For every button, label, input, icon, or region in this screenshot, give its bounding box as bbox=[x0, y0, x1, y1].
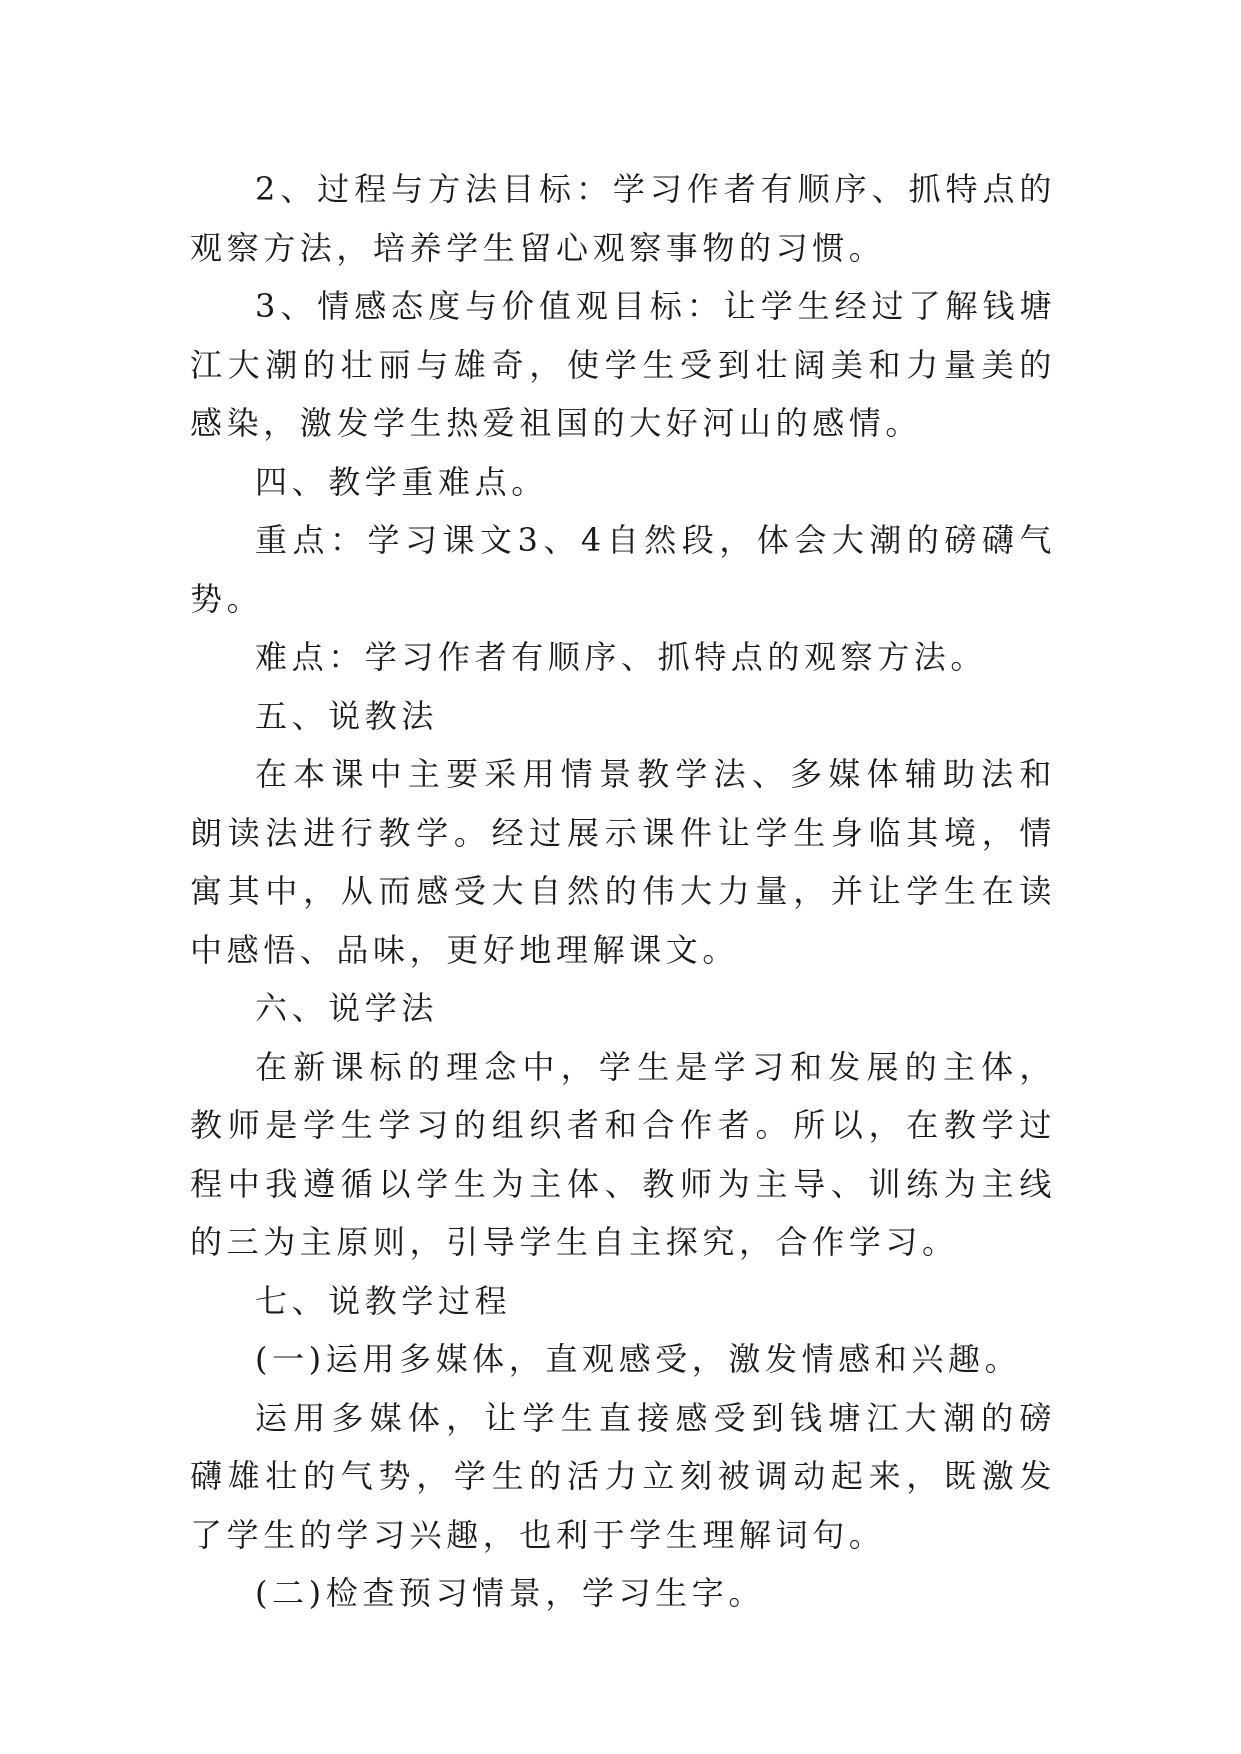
document-page bbox=[190, 160, 1056, 1623]
subheading-multimedia: (一)运用多媒体，直观感受，激发情感和兴趣。 bbox=[255, 1340, 1022, 1378]
paragraph-multimedia: 运用多媒体，让学生直接感受到钱塘江大潮的磅礴雄壮的气势，学生的活力立刻被调动起来，既激发了学生的学习兴趣，也利于学生理解词句。 bbox=[190, 1398, 1056, 1554]
paragraph-learning-method: 在新课标的理念中，学生是学习和发展的主体，教师是学生学习的组织者和合作者。所以，在教学过程中我遵循以学生为主体、教师为主导、训练为主线的三为主原则，引导学生自主探究，合作学习。 bbox=[190, 1047, 1056, 1261]
paragraph-teaching-method: 在本课中主要采用情景教学法、多媒体辅助法和朗读法进行教学。经过展示课件让学生身临其境，情寓其中，从而感受大自然的伟大力量，并让学生在读中感悟、品味，更好地理解课文。 bbox=[190, 755, 1056, 969]
heading-teaching-method: 五、说教法 bbox=[255, 696, 439, 735]
heading-key-difficult-points: 四、教学重难点。 bbox=[255, 462, 548, 501]
paragraph-key-point: 重点：学习课文3、4自然段，体会大潮的磅礴气势。 bbox=[190, 521, 1056, 618]
paragraph-emotion-value-goal: 3、情感态度与价值观目标：让学生经过了解钱塘江大潮的壮丽与雄奇，使学生受到壮阔美和力量美的感染，激发学生热爱祖国的大好河山的感情。 bbox=[190, 287, 1056, 442]
heading-learning-method: 六、说学法 bbox=[255, 989, 439, 1027]
paragraph-difficult-point: 难点：学习作者有顺序、抓特点的观察方法。 bbox=[255, 638, 988, 676]
paragraph-process-method-goal: 2、过程与方法目标：学习作者有顺序、抓特点的观察方法，培养学生留心观察事物的习惯。 bbox=[190, 170, 1056, 267]
heading-teaching-process: 七、说教学过程 bbox=[255, 1281, 512, 1320]
subheading-preview-check: (二)检查预习情景，学习生字。 bbox=[255, 1574, 765, 1612]
